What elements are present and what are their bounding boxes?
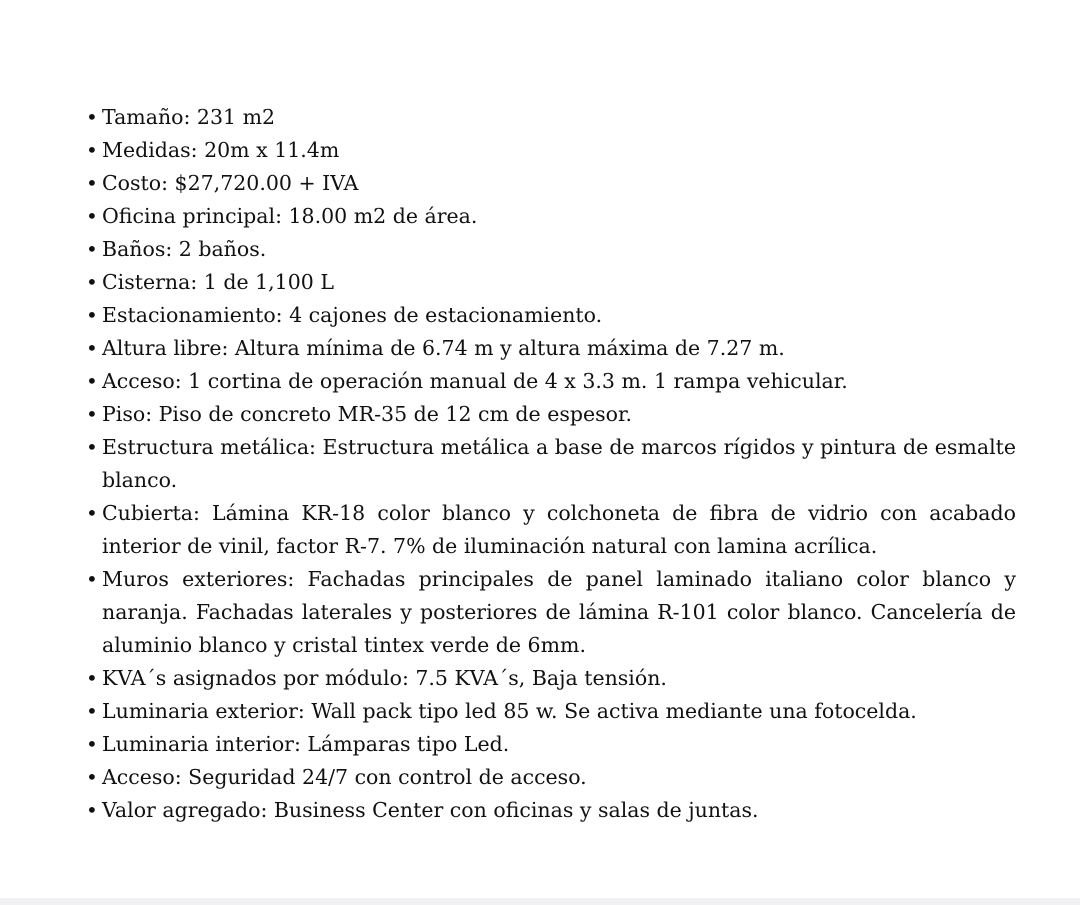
list-item (86, 134, 1016, 167)
bullet-icon: • (86, 336, 98, 360)
list-item (86, 761, 1016, 794)
spec-parking: Estacionamiento: 4 cajones de estacionamiento. (102, 303, 603, 327)
list-item (86, 398, 1016, 431)
spec-cost: Costo: $27,720.00 + IVA (102, 171, 359, 195)
spec-main-office: Oficina principal: 18.00 m2 de área. (102, 204, 478, 228)
spec-interior-lighting: Luminaria interior: Lámparas tipo Led. (102, 732, 510, 756)
bullet-icon: • (86, 435, 98, 459)
list-item (86, 299, 1016, 332)
list-item (86, 233, 1016, 266)
bullet-icon: • (86, 402, 98, 426)
list-item (86, 497, 1016, 563)
spec-list (86, 101, 1016, 827)
list-item (86, 563, 1016, 662)
bullet-icon: • (86, 270, 98, 294)
bullet-icon: • (86, 699, 98, 723)
list-item (86, 728, 1016, 761)
bullet-icon: • (86, 138, 98, 162)
bullet-icon: • (86, 501, 98, 525)
list-item (86, 365, 1016, 398)
bullet-icon: • (86, 237, 98, 261)
bullet-icon: • (86, 171, 98, 195)
bullet-icon: • (86, 765, 98, 789)
spec-floor: Piso: Piso de concreto MR-35 de 12 cm de espesor. (102, 402, 633, 426)
bullet-icon: • (86, 732, 98, 756)
spec-added-value: Valor agregado: Business Center con oficinas y salas de juntas. (102, 798, 759, 822)
bullet-icon: • (86, 798, 98, 822)
list-item (86, 167, 1016, 200)
spec-dimensions: Medidas: 20m x 11.4m (102, 138, 340, 162)
list-item (86, 431, 1016, 497)
list-item (86, 662, 1016, 695)
spec-exterior-walls: Muros exteriores: Fachadas principales de panel laminado italiano color blanco y naranja. Fachadas laterales y posteriores de lámina R-101 color blanco. Cancelería de aluminio blanco y cristal tintex verde de 6mm. (102, 567, 1016, 657)
bullet-icon: • (86, 369, 98, 393)
spec-access: Acceso: 1 cortina de operación manual de 4 x 3.3 m. 1 rampa vehicular. (102, 369, 848, 393)
spec-clear-height: Altura libre: Altura mínima de 6.74 m y altura máxima de 7.27 m. (102, 336, 785, 360)
spec-kva: KVA´s asignados por módulo: 7.5 KVA´s, Baja tensión. (102, 666, 667, 690)
list-item (86, 101, 1016, 134)
list-item (86, 794, 1016, 827)
list-item (86, 695, 1016, 728)
spec-security-access: Acceso: Seguridad 24/7 con control de acceso. (102, 765, 587, 789)
bullet-icon: • (86, 105, 98, 129)
spec-size: Tamaño: 231 m2 (102, 105, 276, 129)
bullet-icon: • (86, 567, 98, 591)
list-item (86, 266, 1016, 299)
bullet-icon: • (86, 666, 98, 690)
list-item (86, 200, 1016, 233)
list-item (86, 332, 1016, 365)
spec-cistern: Cisterna: 1 de 1,100 L (102, 270, 334, 294)
bottom-edge (0, 898, 1080, 905)
spec-roof: Cubierta: Lámina KR-18 color blanco y colchoneta de fibra de vidrio con acabado interior de vinil, factor R-7. 7% de iluminación natural con lamina acrílica. (102, 501, 1016, 558)
spec-metal-structure: Estructura metálica: Estructura metálica a base de marcos rígidos y pintura de esmalte blanco. (102, 435, 1016, 492)
spec-bathrooms: Baños: 2 baños. (102, 237, 267, 261)
bullet-icon: • (86, 303, 98, 327)
spec-exterior-lighting: Luminaria exterior: Wall pack tipo led 85 w. Se activa mediante una fotocelda. (102, 699, 917, 723)
bullet-icon: • (86, 204, 98, 228)
